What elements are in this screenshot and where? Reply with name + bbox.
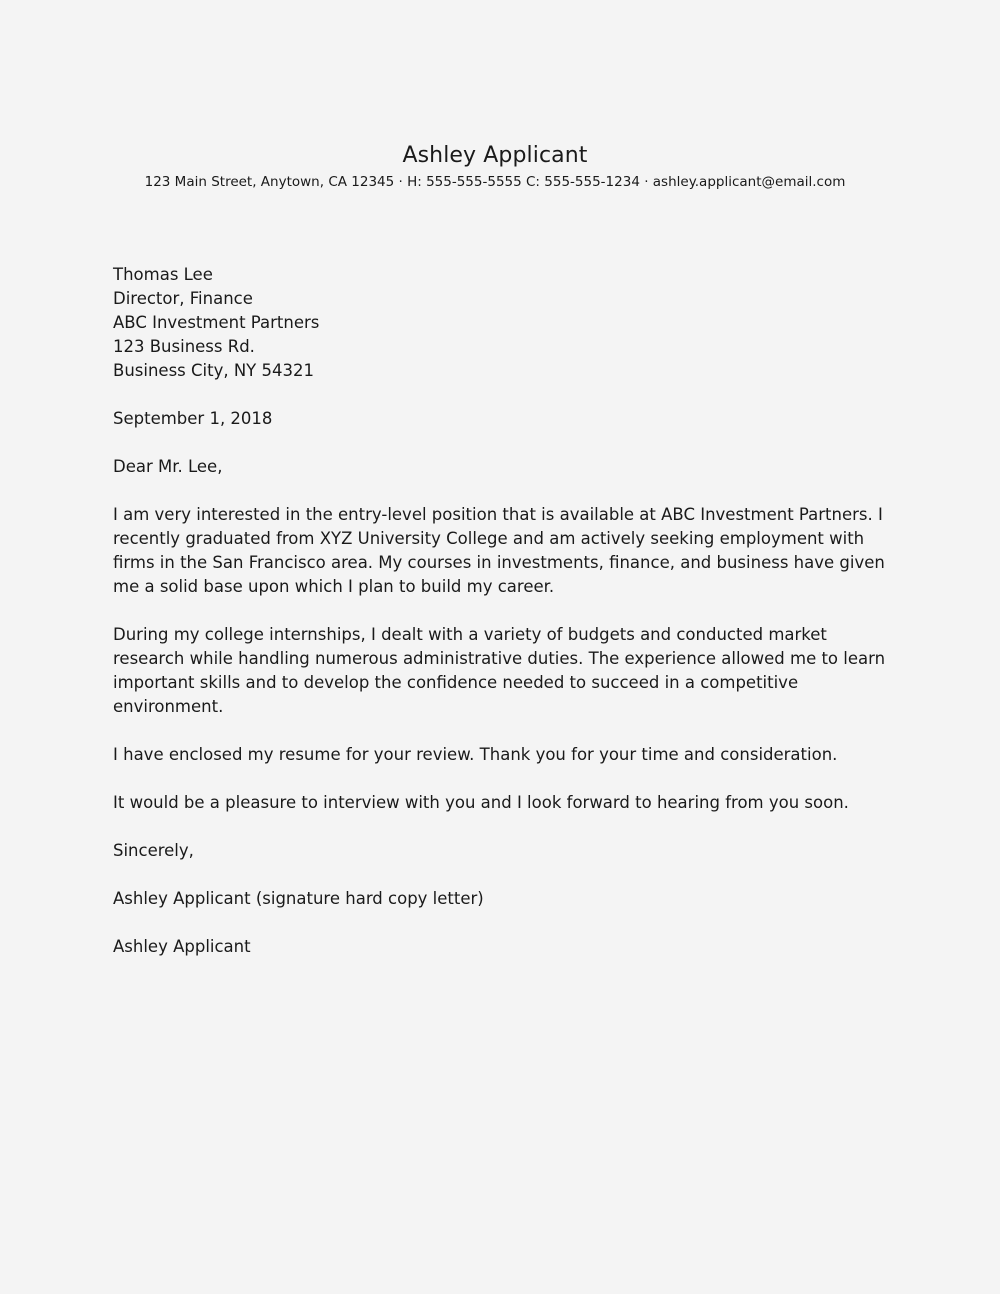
recipient-street: 123 Business Rd. bbox=[113, 337, 255, 356]
body-paragraph-4: It would be a pleasure to interview with you and I look forward to hearing from you soon. bbox=[113, 793, 849, 812]
salutation: Dear Mr. Lee, bbox=[113, 457, 223, 476]
letter-body bbox=[113, 263, 893, 959]
sender-contact-line: 123 Main Street, Anytown, CA 12345 · H: 555-555-5555 C: 555-555-1234 · ashley.applicant@email.com bbox=[144, 174, 846, 190]
signature-name: Ashley Applicant bbox=[113, 937, 251, 956]
letter-date: September 1, 2018 bbox=[113, 409, 273, 428]
signature-note: Ashley Applicant (signature hard copy letter) bbox=[113, 889, 484, 908]
letterhead bbox=[0, 141, 990, 193]
recipient-name: Thomas Lee bbox=[113, 265, 213, 284]
body-paragraph-2: During my college internships, I dealt with a variety of budgets and conducted market research while handling numerous administrative duties. The experience allowed me to learn important skills and to develop the confidence needed to succeed in a competitive environment. bbox=[113, 625, 886, 716]
recipient-address-block bbox=[113, 263, 893, 383]
closing: Sincerely, bbox=[113, 841, 194, 860]
recipient-title: Director, Finance bbox=[113, 289, 253, 308]
body-paragraph-3: I have enclosed my resume for your review. Thank you for your time and consideration. bbox=[113, 745, 838, 764]
sender-name: Ashley Applicant bbox=[402, 143, 588, 168]
recipient-city: Business City, NY 54321 bbox=[113, 361, 314, 380]
recipient-company: ABC Investment Partners bbox=[113, 313, 320, 332]
body-paragraph-1: I am very interested in the entry-level position that is available at ABC Investment Partners. I recently graduated from XYZ University College and am actively seeking employment with firms in the San Francisco area. My courses in investments, finance, and business have given me a solid base upon which I plan to build my career. bbox=[113, 505, 885, 596]
